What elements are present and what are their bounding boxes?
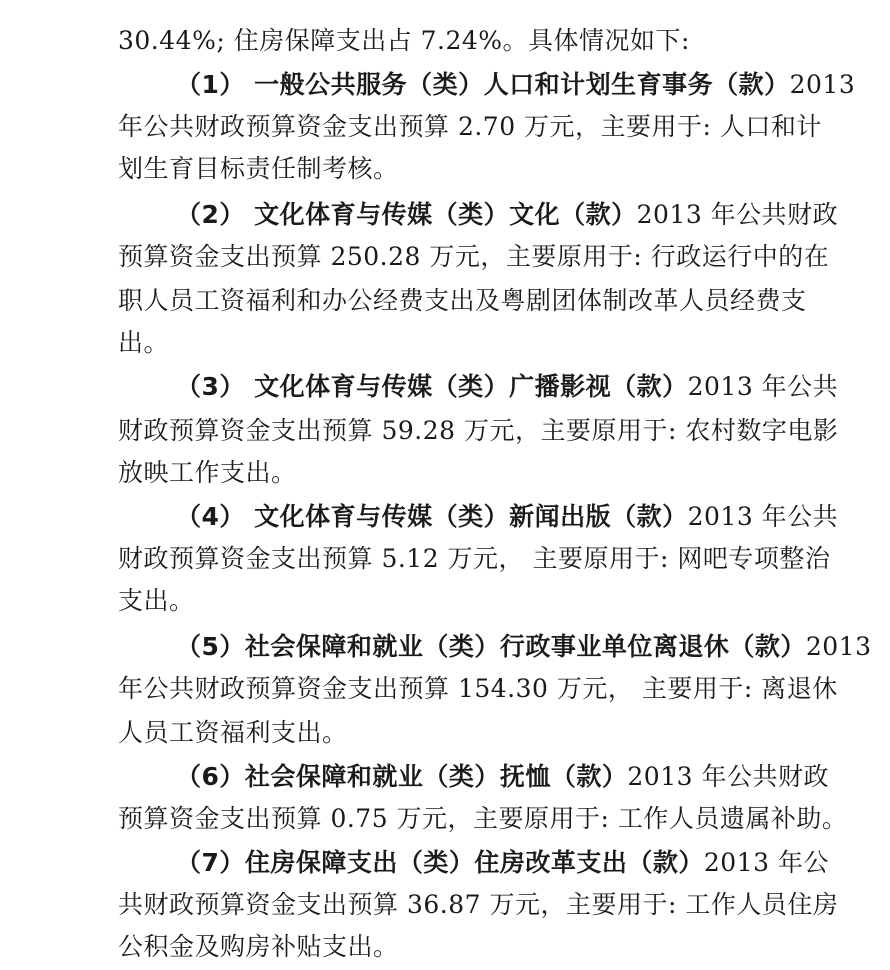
item-1-heading: （1） 一般公共服务（类）人口和计划生育事务（款） (176, 70, 790, 99)
item-5-heading: （5）社会保障和就业（类）行政事业单位离退休（款） (176, 632, 806, 661)
item-5-line: 年公共财政预算资金支出预算 154.30 万元， 主要用于: 离退休 (118, 674, 838, 703)
item-5-first-line (176, 630, 872, 664)
item-4-heading-tail: 2013 年公共 (687, 502, 839, 531)
item-6-line: 预算资金支出预算 0.75 万元，主要原用于: 工作人员遗属补助。 (118, 804, 848, 833)
item-7-first-line (176, 846, 829, 880)
item-1-line: 划生育目标责任制考核。 (118, 154, 399, 183)
item-4-first-line (176, 500, 839, 534)
item-4-line: 支出。 (118, 586, 195, 615)
intro-line: 30.44%; 住房保障支出占 7.24%。具体情况如下: (118, 26, 690, 55)
item-7-line: 共财政预算资金支出预算 36.87 万元，主要用于: 工作人员住房 (118, 890, 839, 919)
item-7-heading-tail: 2013 年公 (703, 848, 829, 877)
item-3-heading-tail: 2013 年公共 (687, 372, 839, 401)
item-6-heading-tail: 2013 年公共财政 (627, 762, 829, 791)
item-7-heading: （7）住房保障支出（类）住房改革支出（款） (176, 848, 704, 877)
item-3-line: 放映工作支出。 (118, 458, 297, 487)
item-6-heading: （6）社会保障和就业（类）抚恤（款） (176, 762, 628, 791)
item-4-heading: （4） 文化体育与传媒（类）新闻出版（款） (176, 502, 688, 531)
item-3-heading: （3） 文化体育与传媒（类）广播影视（款） (176, 372, 688, 401)
item-2-line: 出。 (118, 328, 170, 357)
item-2-line: 预算资金支出预算 250.28 万元，主要原用于: 行政运行中的在 (118, 242, 830, 271)
item-2-heading: （2） 文化体育与传媒（类）文化（款） (176, 200, 637, 229)
item-1-first-line (176, 68, 856, 102)
item-3-line: 财政预算资金支出预算 59.28 万元，主要原用于: 农村数字电影 (118, 416, 839, 445)
item-2-line: 职人员工资福利和办公经费支出及粤剧团体制改革人员经费支 (118, 286, 807, 315)
item-3-first-line (176, 370, 839, 404)
item-1-heading-tail: 2013 (789, 70, 856, 99)
item-5-line: 人员工资福利支出。 (118, 718, 348, 747)
item-1-line: 年公共财政预算资金支出预算 2.70 万元，主要用于: 人口和计 (118, 112, 822, 141)
item-6-first-line (176, 760, 829, 794)
item-4-line: 财政预算资金支出预算 5.12 万元， 主要原用于: 网吧专项整治 (118, 544, 831, 573)
item-7-line: 公积金及购房补贴支出。 (118, 932, 399, 961)
item-2-heading-tail: 2013 年公共财政 (636, 200, 839, 229)
item-5-heading-tail: 2013 (805, 632, 872, 661)
item-2-first-line (176, 198, 839, 232)
